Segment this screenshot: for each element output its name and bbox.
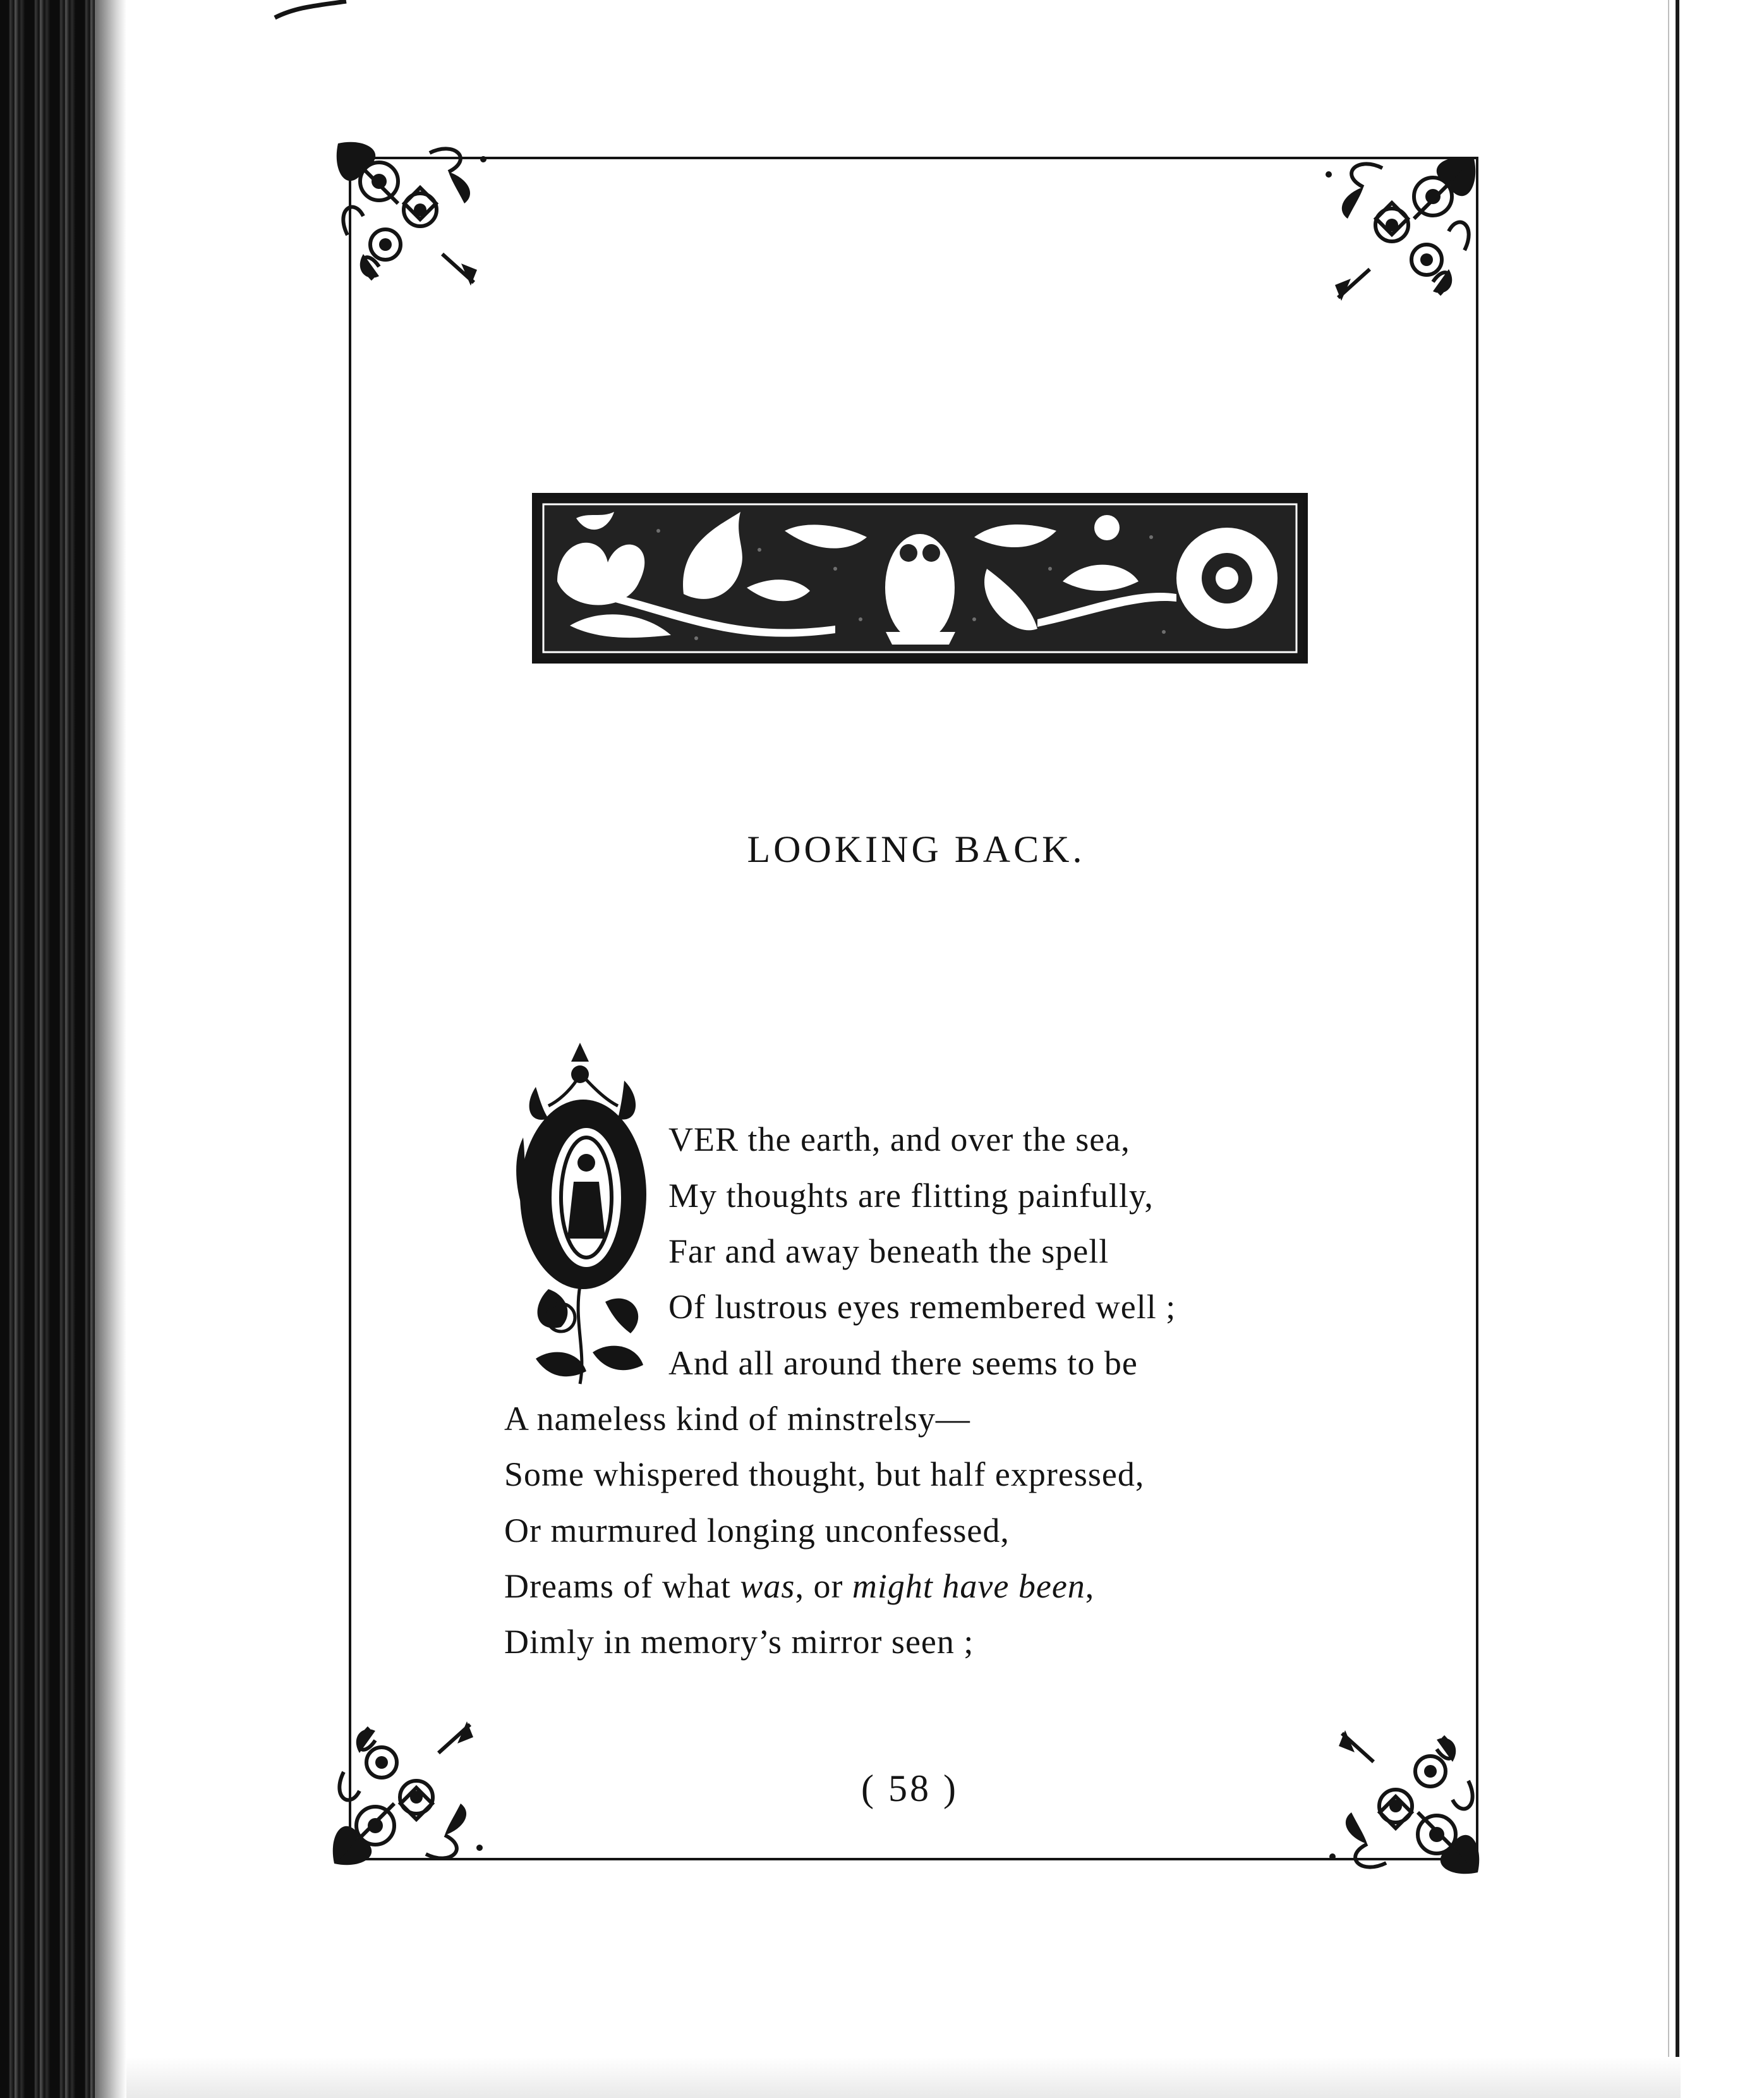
poem-text: , or	[795, 1567, 852, 1605]
poem-emphasis: was	[740, 1567, 795, 1605]
poem-line: Or murmured longing unconfessed,	[504, 1512, 1010, 1549]
poem-line: Some whispered thought, but half expressed,	[504, 1455, 1145, 1493]
poem-line: My thoughts are flitting painfully,	[668, 1177, 1154, 1215]
page-number: ( 58 )	[861, 1768, 958, 1809]
poem-text: Dreams of what	[504, 1567, 740, 1605]
corner-flourish-icon	[1329, 1724, 1487, 1882]
poem-line-italic-mix	[504, 1569, 1094, 1603]
corner-flourish-icon	[325, 1715, 483, 1873]
poem-line: Of lustrous eyes remembered well ;	[668, 1288, 1176, 1326]
poem-line: Far and away beneath the spell	[668, 1232, 1109, 1270]
book-edge-fade	[95, 0, 126, 2098]
poem-line: A nameless kind of minstrelsy—	[504, 1400, 970, 1438]
poem-line: Dimly in memory’s mirror seen ;	[504, 1623, 974, 1661]
dropcap-letter-o-icon	[510, 1036, 656, 1390]
corner-flourish-icon	[1326, 149, 1483, 307]
poem-title: LOOKING BACK.	[747, 828, 1085, 870]
poem-line: VER the earth, and over the sea,	[668, 1120, 1130, 1158]
top-ink-mark	[272, 0, 347, 21]
corner-flourish-icon	[329, 134, 486, 292]
next-page-edge	[1676, 0, 1679, 2098]
next-page-edge-line	[1668, 0, 1669, 2098]
page-bottom-shadow	[126, 2057, 1681, 2098]
headpiece-owl-birds-flowers-icon	[532, 493, 1308, 664]
poem-emphasis: might have been	[852, 1567, 1085, 1605]
poem-line: And all around there seems to be	[668, 1344, 1138, 1382]
poem-text: ,	[1085, 1567, 1095, 1605]
